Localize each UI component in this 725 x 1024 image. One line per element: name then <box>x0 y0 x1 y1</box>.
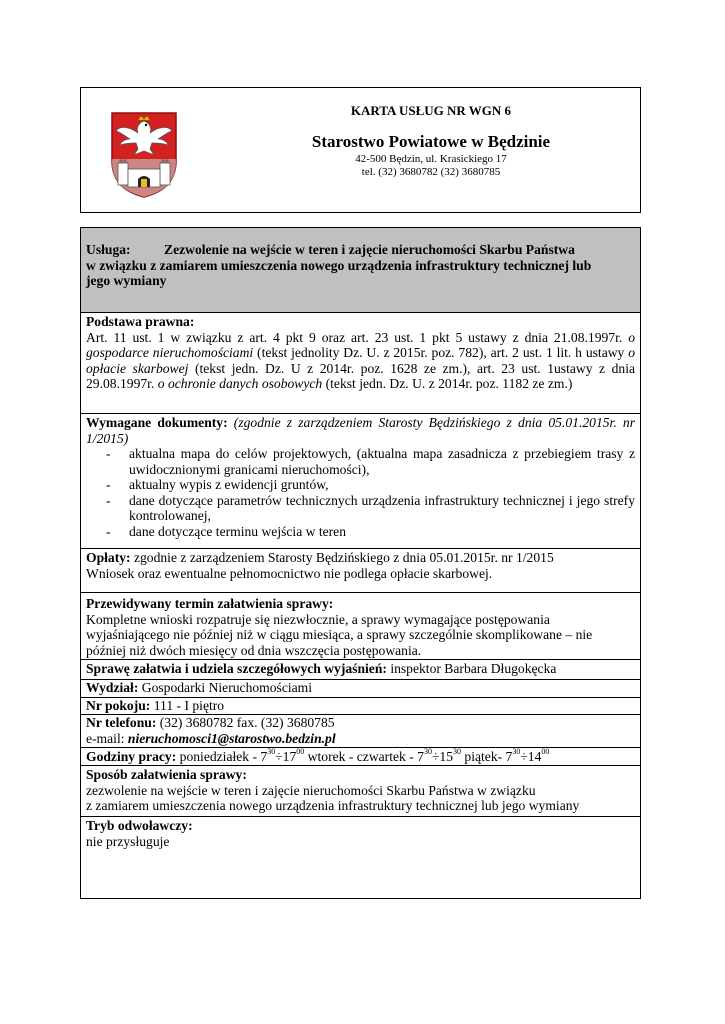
card-title: KARTA USŁUG NR WGN 6 <box>350 103 512 118</box>
hours-section <box>81 748 640 766</box>
hours-text: ÷15 <box>431 749 453 764</box>
method-line1: zezwolenie na wejście w teren i zajęcie nieruchomości Skarbu Państwa w związku <box>86 782 536 798</box>
service-card-table <box>80 227 641 899</box>
hours-sup: 00 <box>541 747 550 757</box>
legal-text-2: (tekst jednolity Dz. U. z 2015r. poz. 782), art. 2 ust. 1 lit. h ustawy <box>253 345 629 360</box>
legal-text-3: (tekst jedn. Dz. U z 2014r. poz. 1628 ze zm.), art. 23 ust. 1ustawy z dnia 29.08.1997r. <box>86 360 636 391</box>
header-box <box>80 87 641 213</box>
documents-label: Wymagane dokumenty: <box>86 415 228 430</box>
office-address: 42-500 Będzin, ul. Krasickiego 17 <box>355 153 507 165</box>
legal-basis-section <box>81 313 640 414</box>
hours-text: wtorek - czwartek - 7 <box>304 749 424 764</box>
service-title-line3: jego wymiany <box>86 273 167 288</box>
method-label: Sposób załatwienia sprawy: <box>86 767 247 782</box>
hours-sup: 00 <box>296 747 305 757</box>
office-name: Starostwo Powiatowe w Będzinie <box>311 132 551 151</box>
hours-sup: 30 <box>512 747 521 757</box>
list-item: - aktualny wypis z ewidencji gruntów, <box>86 477 635 493</box>
phone-section <box>81 715 640 748</box>
deadline-label: Przewidywany termin załatwienia sprawy: <box>86 596 334 611</box>
fees-text: zgodnie z zarządzeniem Starosty Będzińskiego z dnia 05.01.2015r. nr 1/2015 <box>130 550 554 565</box>
appeal-section <box>81 817 640 899</box>
act-title-stamp-duty: o opłacie skarbowej <box>86 345 635 376</box>
email-line <box>86 731 635 747</box>
room-section <box>81 698 640 715</box>
email-link[interactable]: nieruchomosci1@starostwo.bedzin.pl <box>127 730 336 746</box>
department-value: Gospodarki Nieruchomościami <box>138 680 313 695</box>
email-label: e-mail: <box>86 730 128 746</box>
documents-section <box>81 414 640 549</box>
department-label: Wydział: <box>86 680 139 695</box>
coat-of-arms-icon <box>108 109 180 199</box>
service-label: Usługa: <box>86 242 131 257</box>
legal-basis-label: Podstawa prawna: <box>86 314 195 329</box>
service-title-line1: Zezwolenie na wejście w teren i zajęcie nieruchomości Skarbu Państwa <box>164 242 575 257</box>
hours-sup: 30 <box>423 747 432 757</box>
documents-heading <box>86 415 635 446</box>
list-item: - aktualna mapa do celów projektowych, (aktualna mapa zasadnicza z przebiegiem trasy z uwidocznionymi granicami nieruchomości), <box>86 446 635 477</box>
fees-label: Opłaty: <box>86 550 131 565</box>
room-value: 111 - I piętro <box>150 698 225 713</box>
deadline-text: Kompletne wnioski rozpatruje się niezwłocznie, a sprawy wymagające postępowania wyjaśniającego nie później niż w ciągu miesiąca, a sprawy szczególnie skomplikowane – nie później niż dwóch miesięcy od dnia wszczęcia postępowania. <box>86 611 593 658</box>
service-title-row <box>86 242 635 258</box>
hours-sup: 30 <box>267 747 276 757</box>
list-item: - dane dotyczące terminu wejścia w teren <box>86 524 635 540</box>
act-title-data-protection: o ochronie danych osobowych <box>157 376 323 391</box>
documents-list <box>86 446 635 539</box>
legal-text-1: Art. 11 ust. 1 w związku z art. 4 pkt 9 oraz art. 23 ust. 1 pkt 5 ustawy z dnia 21.08.1997r. <box>86 329 629 345</box>
hours-sup: 30 <box>453 747 461 757</box>
fees-line2: Wniosek oraz ewentualne pełnomocnictwo nie podlega opłacie skarbowej. <box>86 565 493 581</box>
handled-by-section <box>81 660 640 680</box>
handled-by-label: Sprawę załatwia i udziela szczegółowych wyjaśnień: <box>86 661 387 676</box>
list-item: - dane dotyczące parametrów technicznych urządzenia infrastruktury technicznej i jego strefy kontrolowanej, <box>86 493 635 524</box>
office-telephone: tel. (32) 3680782 (32) 3680785 <box>361 166 501 178</box>
phone-value: (32) 3680782 fax. (32) 3680785 <box>156 715 335 730</box>
appeal-value: nie przysługuje <box>86 833 170 849</box>
department-section <box>81 680 640 698</box>
service-section <box>81 228 640 313</box>
act-title-real-estate: o gospodarce nieruchomościami <box>86 329 635 360</box>
method-line2: z zamiarem umieszczenia nowego urządzenia infrastruktury technicznej lub jego wymiany <box>86 798 580 813</box>
hours-text: ÷14 <box>520 749 542 764</box>
legal-basis-text <box>86 330 635 392</box>
handled-by-value: inspektor Barbara Długokęcka <box>386 661 557 676</box>
hours-text: poniedziałek - 7 <box>176 749 268 764</box>
hours-text: ÷17 <box>275 749 297 764</box>
method-section <box>81 766 640 817</box>
phone-line <box>86 715 635 731</box>
deadline-section <box>81 593 640 660</box>
fees-section <box>81 549 640 593</box>
appeal-label: Tryb odwoławczy: <box>86 818 193 833</box>
hours-label: Godziny pracy: <box>86 749 177 764</box>
phone-label: Nr telefonu: <box>86 715 157 730</box>
hours-text: piątek- 7 <box>461 749 513 764</box>
fees-line1 <box>86 550 635 566</box>
legal-text-4: (tekst jedn. Dz. U. z 2014r. poz. 1182 ze zm.) <box>322 376 573 391</box>
room-label: Nr pokoju: <box>86 698 151 713</box>
service-title-line2: w związku z zamiarem umieszczenia nowego urządzenia infrastruktury technicznej lub <box>86 257 592 273</box>
documents-note: (zgodnie z zarządzeniem Starosty Będzińskiego z dnia 05.01.2015r. nr 1/2015) <box>86 415 635 446</box>
